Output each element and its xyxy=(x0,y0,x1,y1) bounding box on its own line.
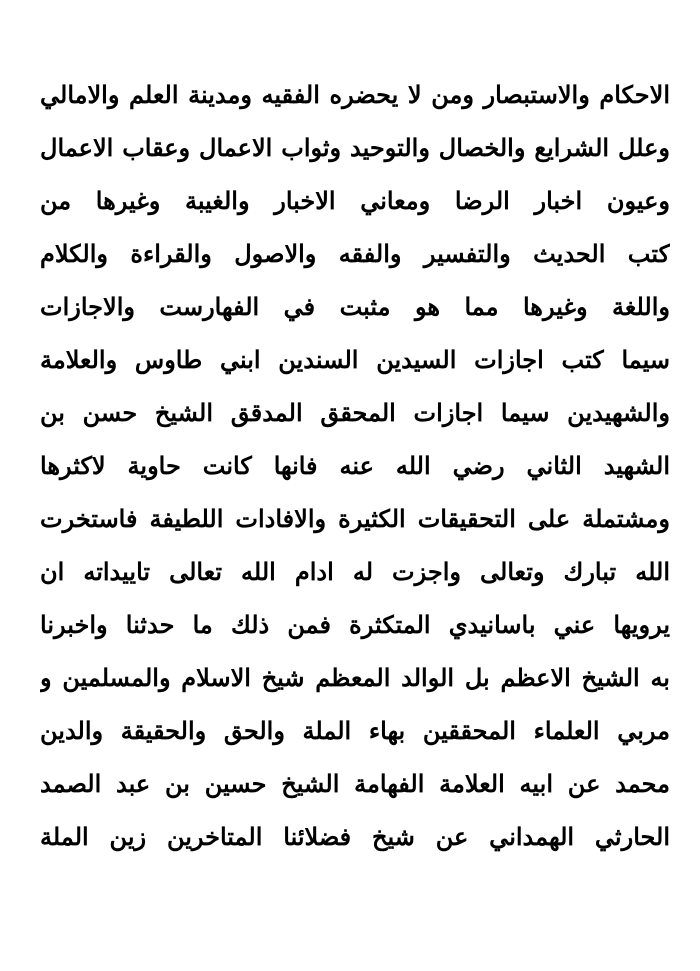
manuscript-page xyxy=(40,68,670,863)
text-line: الاحكام والاستبصار ومن لا يحضره الفقيه ومدينة العلم والامالي xyxy=(40,80,670,109)
text-line: كتب الحديث والتفسير والفقه والاصول والقراءة والكلام xyxy=(40,239,670,268)
text-line: يرويها عني باسانيدي المتكثرة فمن ذلك ما حدثنا واخبرنا xyxy=(40,610,670,639)
text-line: ومشتملة على التحقيقات الكثيرة والافادات اللطيفة فاستخرت xyxy=(40,504,670,533)
text-line: وعيون اخبار الرضا ومعاني الاخبار والغيبة وغيرها من xyxy=(40,186,670,215)
text-line: الشهيد الثاني رضي الله عنه فانها كانت حاوية لاكثرها xyxy=(40,451,670,480)
text-line: به الشيخ الاعظم بل الوالد المعظم شيخ الاسلام والمسلمين و xyxy=(40,663,670,692)
text-line: وعلل الشرايع والخصال والتوحيد وثواب الاعمال وعقاب الاعمال xyxy=(40,133,670,162)
text-line: والشهيدين سيما اجازات المحقق المدقق الشيخ حسن بن xyxy=(40,398,670,427)
text-line: الحارثي الهمداني عن شيخ فضلائنا المتاخرين زين الملة xyxy=(40,822,670,851)
text-line: مربي العلماء المحققين بهاء الملة والحق والحقيقة والدين xyxy=(40,716,670,745)
text-line: الله تبارك وتعالى واجزت له ادام الله تعالى تاييداته ان xyxy=(40,557,670,586)
text-line: واللغة وغيرها مما هو مثبت في الفهارست والاجازات xyxy=(40,292,670,321)
text-line: محمد عن ابيه العلامة الفهامة الشيخ حسين بن عبد الصمد xyxy=(40,769,670,798)
text-line: سيما كتب اجازات السيدين السندين ابني طاوس والعلامة xyxy=(40,345,670,374)
